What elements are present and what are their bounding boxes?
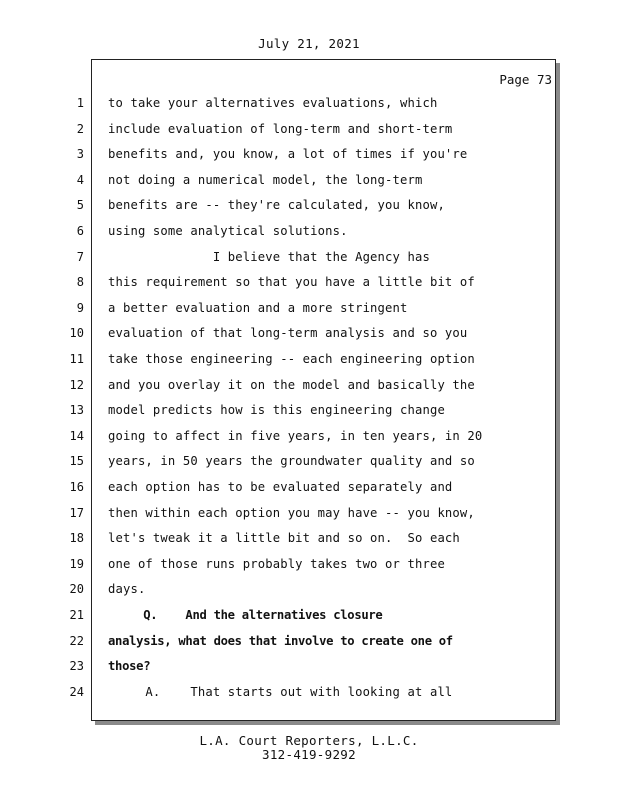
transcript-line: [0, 147, 618, 172]
line-text: benefits and, you know, a lot of times if you're: [108, 147, 468, 162]
transcript-line: [0, 454, 618, 479]
line-text: model predicts how is this engineering change: [108, 403, 445, 418]
line-text: evaluation of that long-term analysis and so you: [108, 326, 468, 341]
line-text: analysis, what does that involve to create one of: [108, 633, 453, 648]
line-text: let's tweak it a little bit and so on. So each: [108, 531, 460, 546]
line-number: 4: [76, 172, 84, 187]
transcript-line: [0, 429, 618, 454]
page-number: Page 73: [499, 72, 552, 87]
line-number: 10: [69, 326, 84, 341]
line-number: 6: [76, 224, 84, 238]
line-number: 16: [69, 480, 84, 494]
line-text: each option has to be evaluated separately and: [108, 480, 453, 494]
transcript-line: [0, 275, 618, 300]
transcript-line: [0, 480, 618, 505]
line-number: 11: [69, 352, 84, 366]
line-text: to take your alternatives evaluations, which: [108, 96, 438, 110]
line-number: 17: [69, 505, 84, 520]
line-number: 23: [69, 659, 84, 674]
line-number: 15: [69, 454, 84, 469]
line-text: days.: [108, 582, 146, 597]
transcript-line: [0, 250, 618, 275]
line-number: 5: [76, 198, 84, 213]
line-number: 19: [69, 556, 84, 571]
transcript-line: [0, 557, 618, 582]
line-number: 9: [76, 300, 84, 315]
transcript-line: [0, 531, 618, 556]
line-text: and you overlay it on the model and basically the: [108, 377, 475, 392]
line-text: this requirement so that you have a little bit of: [108, 275, 475, 290]
line-text: not doing a numerical model, the long-term: [108, 172, 423, 187]
line-text: then within each option you may have -- you know,: [108, 505, 475, 520]
transcript-line: [0, 685, 618, 710]
transcript-line: [0, 506, 618, 531]
line-text: Q. And the alternatives closure: [108, 608, 383, 622]
transcript-line: [0, 582, 618, 607]
line-text: a better evaluation and a more stringent: [108, 300, 408, 315]
transcript-line: [0, 198, 618, 223]
transcript-line: [0, 301, 618, 326]
line-text: benefits are -- they're calculated, you know,: [108, 198, 445, 213]
line-number: 8: [76, 275, 84, 290]
transcript-line: [0, 122, 618, 147]
transcript-line: [0, 326, 618, 351]
line-number: 14: [69, 428, 84, 443]
line-text: those?: [108, 659, 151, 674]
transcript-line: [0, 378, 618, 403]
reporter-company: L.A. Court Reporters, L.L.C.: [199, 733, 419, 748]
transcript-line: [0, 352, 618, 377]
transcript-line: [0, 608, 618, 633]
transcript-line: [0, 96, 618, 121]
line-text: going to affect in five years, in ten years, in 20: [108, 428, 483, 443]
transcript-line: [0, 224, 618, 249]
line-text: one of those runs probably takes two or three: [108, 556, 445, 571]
transcript-date: July 21, 2021: [258, 36, 360, 51]
line-number: 3: [76, 147, 84, 162]
reporter-phone: 312-419-9292: [262, 747, 356, 762]
transcript-line: [0, 659, 618, 684]
line-text: using some analytical solutions.: [108, 224, 348, 238]
line-text: include evaluation of long-term and short-term: [108, 121, 453, 136]
line-number: 21: [69, 608, 84, 622]
line-number: 7: [76, 249, 84, 264]
line-number: 12: [69, 377, 84, 392]
line-number: 18: [69, 531, 84, 546]
line-number: 20: [69, 582, 84, 597]
line-number: 13: [69, 403, 84, 418]
line-text: I believe that the Agency has: [108, 249, 430, 264]
line-text: take those engineering -- each engineering option: [108, 352, 475, 366]
line-number: 1: [76, 96, 84, 110]
transcript-line: [0, 403, 618, 428]
line-text: years, in 50 years the groundwater quality and so: [108, 454, 475, 469]
transcript-line: [0, 173, 618, 198]
transcript-line: [0, 634, 618, 659]
line-number: 24: [69, 684, 84, 699]
line-number: 22: [69, 633, 84, 648]
line-number: 2: [76, 121, 84, 136]
line-text: A. That starts out with looking at all: [108, 684, 453, 699]
